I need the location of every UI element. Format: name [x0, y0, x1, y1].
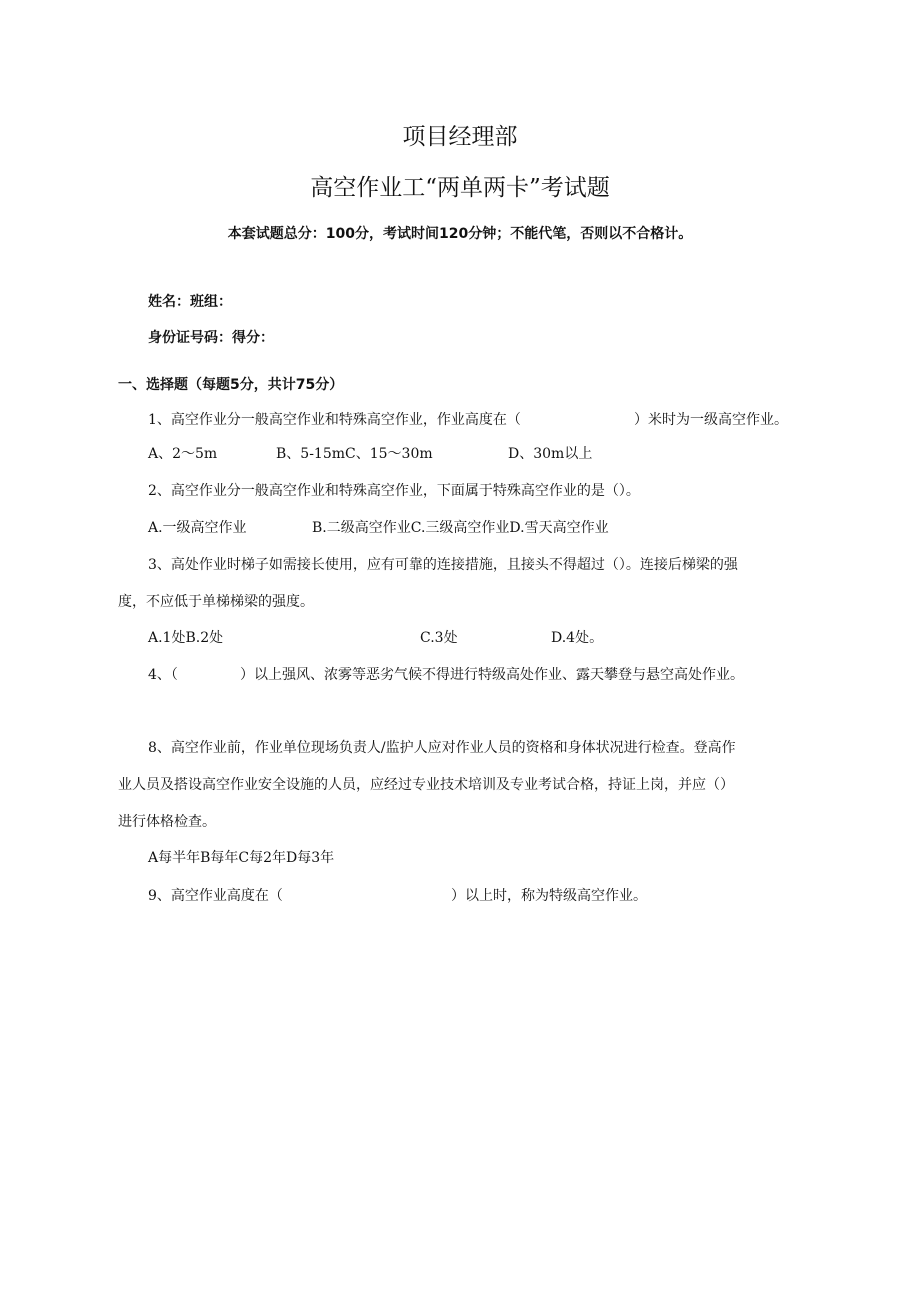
- q1-stem-end: ）米时为一级高空作业。: [634, 412, 788, 428]
- department-title: 项目经理部: [402, 124, 518, 150]
- q1-option-d: D、30m以上: [508, 446, 593, 462]
- q8-stem-line2: 业人员及搭设高空作业安全设施的人员，应经过专业技术培训及专业考试合格，持证上岗，并应（）: [118, 777, 734, 793]
- q4-stem-start: 4、（: [148, 667, 178, 683]
- id-score-line: 身份证号码：得分：: [148, 330, 274, 346]
- q8-stem-line3: 进行体格检查。: [118, 814, 216, 830]
- exam-note: 本套试题总分：100分，考试时间120分钟；不能代笔，否则以不合格计。: [227, 226, 693, 242]
- q8-stem-line1: 8、高空作业前，作业单位现场负责人/监护人应对作业人员的资格和身体状况进行检查。登高作: [148, 740, 736, 756]
- name-group-line: 姓名：班组：: [148, 294, 232, 310]
- q1-stem-start: 1、高空作业分一般高空作业和特殊高空作业，作业高度在（: [148, 412, 521, 428]
- q3-option-c: C.3处: [420, 630, 458, 646]
- q3-stem-line2: 度，不应低于单梯梯梁的强度。: [118, 594, 314, 610]
- section-heading: 一、选择题（每题5分，共计75分）: [118, 377, 344, 393]
- q3-option-d: D.4处。: [551, 630, 604, 646]
- exam-title: 高空作业工“两单两卡”考试题: [310, 175, 610, 201]
- q9-stem-start: 9、高空作业高度在（: [148, 888, 283, 904]
- q4-stem-end: ）以上强风、浓雾等恶劣气候不得进行特级高处作业、露天攀登与悬空高处作业。: [240, 667, 744, 683]
- q1-option-a: A、2～5m: [148, 446, 218, 462]
- q1-option-bc: B、5-15mC、15～30m: [276, 446, 433, 462]
- q2-stem: 2、高空作业分一般高空作业和特殊高空作业，下面属于特殊高空作业的是（）。: [148, 483, 640, 499]
- q8-options: A每半年B每年C每2年D每3年: [148, 850, 335, 866]
- q2-option-a: A.一级高空作业: [148, 520, 247, 536]
- q9-stem-end: ）以上时，称为特级高空作业。: [451, 888, 647, 904]
- q3-stem-line1: 3、高处作业时梯子如需接长使用，应有可靠的连接措施，且接头不得超过（）。连接后梯梁的强: [148, 557, 738, 573]
- q3-option-ab: A.1处B.2处: [148, 630, 224, 646]
- q2-option-bcd: B.二级高空作业C.三级高空作业D.雪天高空作业: [312, 520, 609, 536]
